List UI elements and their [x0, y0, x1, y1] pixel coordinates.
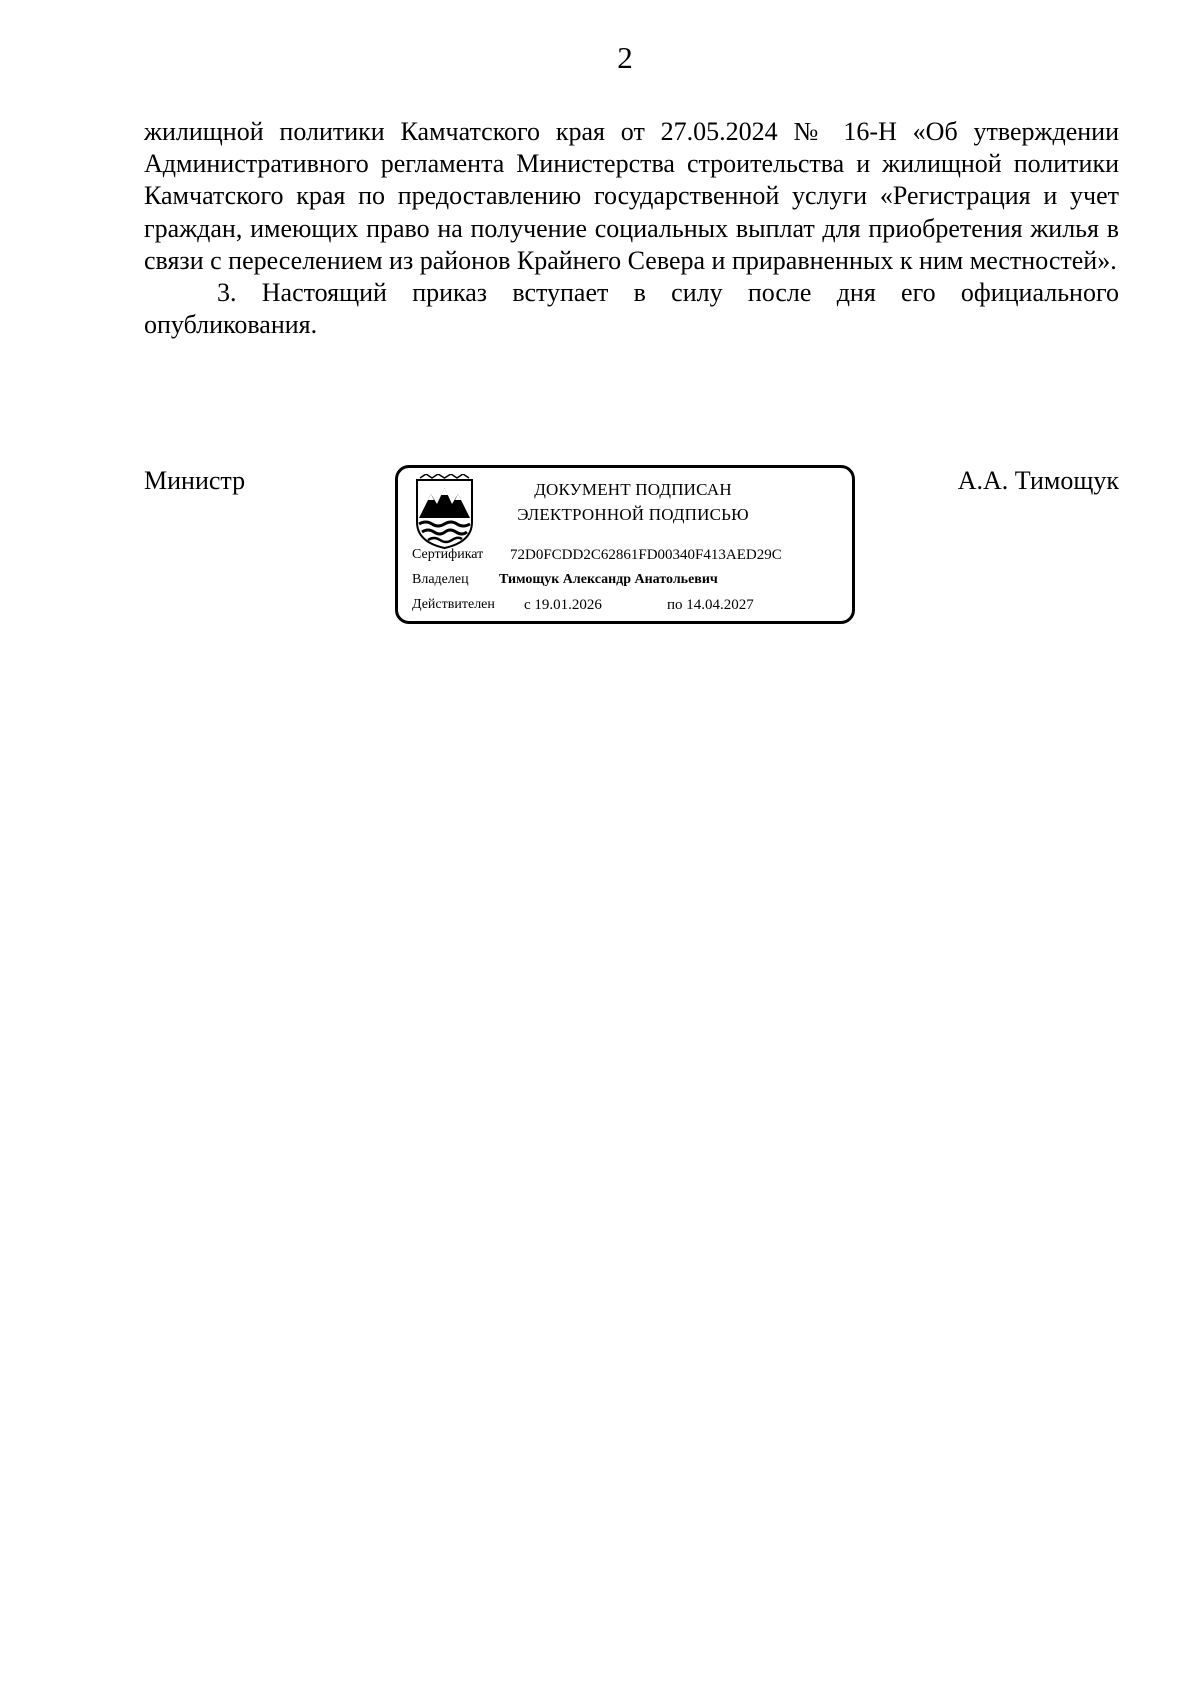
stamp-owner-row [412, 572, 718, 588]
body-paragraph: жилищной политики Камчатского края от 27.05.2024 № 16-Н «Об утверждении Административного регламента Министерства строительства и жилищной политики Камчатского края по предоставлению государственной услуги «Регистрация и учет граждан, имеющих право на получение социальных выплат для приобретения жилья в связи с переселением из районов Крайнего Севера и приравненных к ним местностей». [144, 117, 1119, 275]
stamp-validity-row [412, 597, 754, 613]
certificate-label: Сертификат [412, 547, 484, 562]
validity-label: Действителен [412, 597, 495, 612]
body-paragraph-clause-3: 3. Настоящий приказ вступает в силу после дня его официального опубликования. [144, 278, 1119, 340]
signer-name: А.А. Тимощук [957, 466, 1119, 495]
stamp-heading [483, 477, 783, 527]
kamchatka-coat-of-arms-icon [414, 474, 475, 550]
stamp-heading-line-1: ДОКУМЕНТ ПОДПИСАН [534, 480, 732, 499]
stamp-heading-line-2: ЭЛЕКТРОННОЙ ПОДПИСЬЮ [517, 505, 749, 524]
signer-position: Министр [144, 466, 246, 495]
owner-value: Тимощук Александр Анатольевич [499, 572, 718, 587]
document-body [144, 116, 1119, 341]
valid-to: по 14.04.2027 [667, 597, 754, 613]
page-number: 2 [617, 40, 633, 75]
certificate-value: 72D0FCDD2C62861FD00340F413AED29C [510, 547, 782, 563]
valid-from: с 19.01.2026 [524, 597, 602, 613]
owner-label: Владелец [412, 572, 469, 587]
stamp-certificate-row [412, 547, 782, 563]
electronic-signature-stamp [395, 465, 855, 624]
